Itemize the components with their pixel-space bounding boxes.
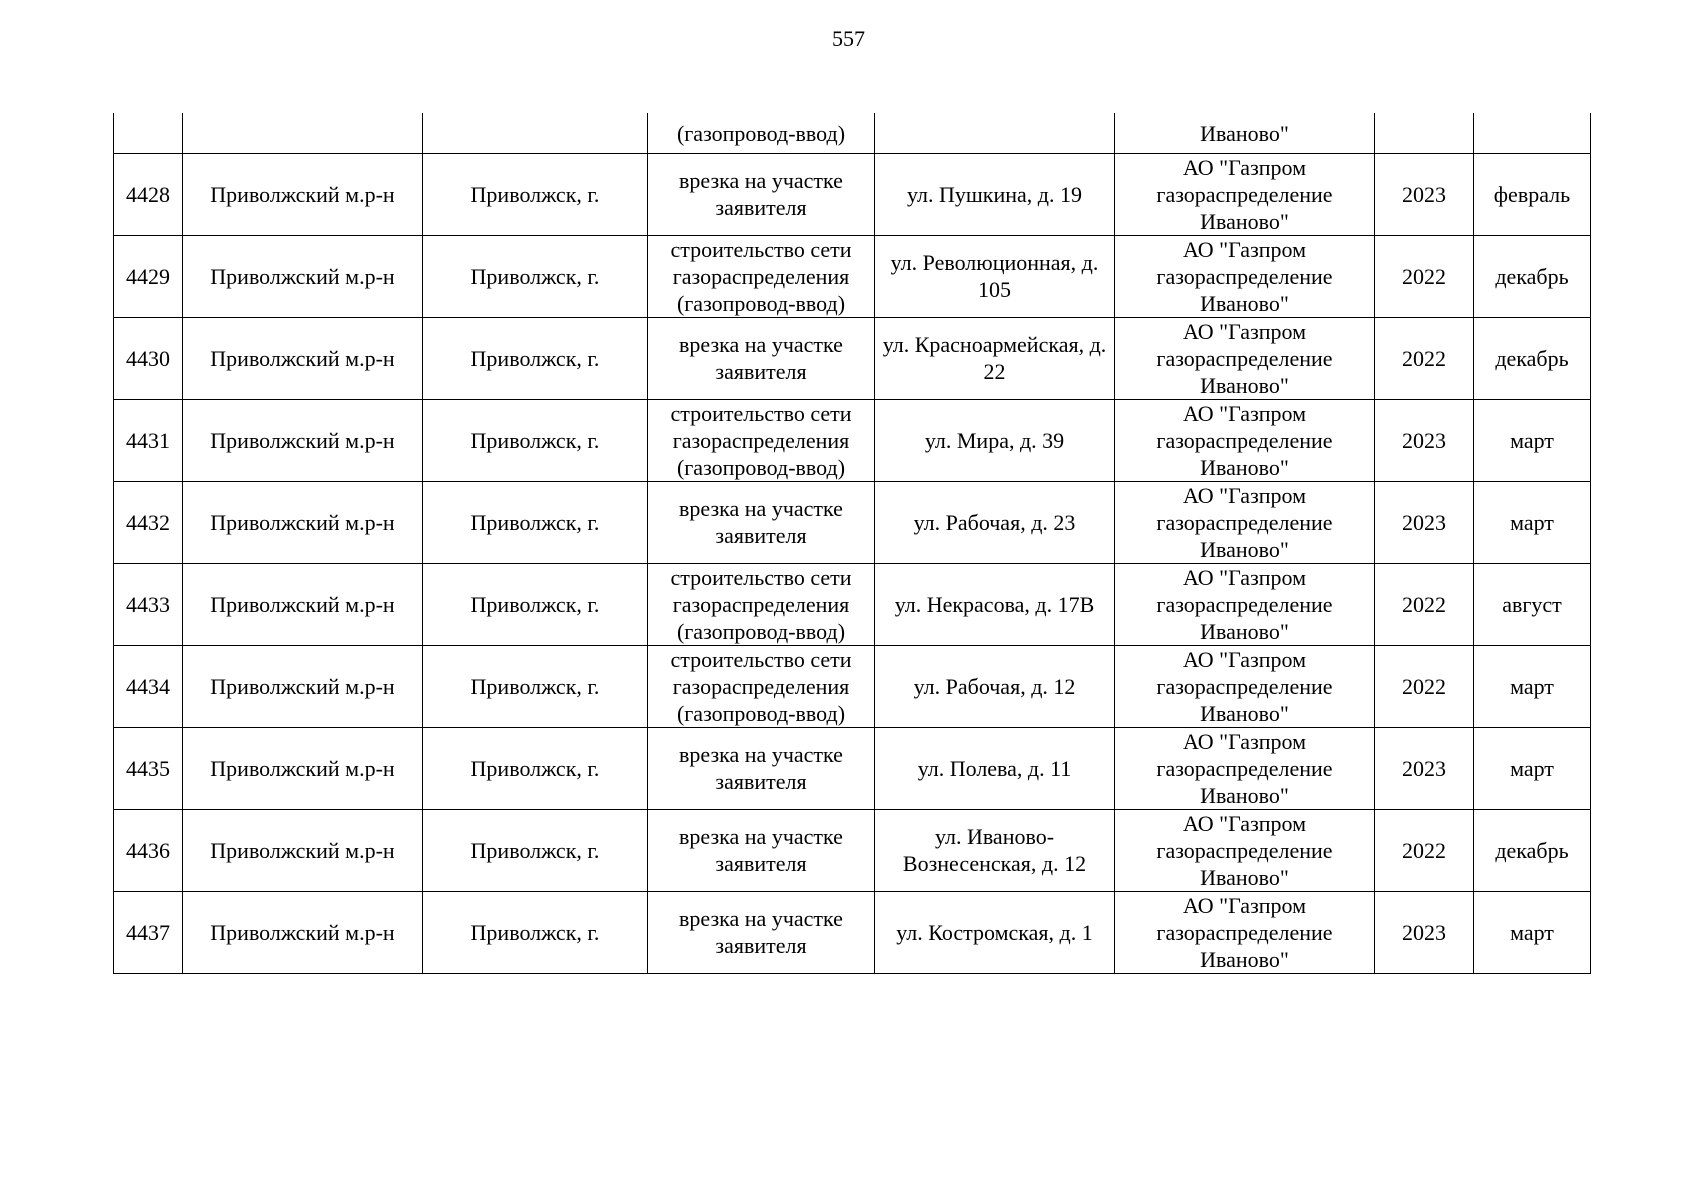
table-row bbox=[114, 153, 1591, 235]
cell-month: февраль bbox=[1474, 153, 1591, 235]
cell-district: Приволжский м.р-н bbox=[183, 727, 423, 809]
table-row bbox=[114, 645, 1591, 727]
cell-district: Приволжский м.р-н bbox=[183, 399, 423, 481]
cell-work-type: врезка на участке заявителя bbox=[648, 727, 875, 809]
cell-year: 2022 bbox=[1375, 809, 1474, 891]
cell-num bbox=[114, 113, 183, 153]
cell-address: ул. Революционная, д. 105 bbox=[875, 235, 1115, 317]
cell-work-type: врезка на участке заявителя bbox=[648, 481, 875, 563]
cell-num: 4431 bbox=[114, 399, 183, 481]
cell-locality: Приволжск, г. bbox=[423, 399, 648, 481]
cell-address: ул. Костромская, д. 1 bbox=[875, 891, 1115, 973]
cell-organization: АО "Газпром газораспределение Иваново" bbox=[1115, 399, 1375, 481]
cell-work-type: (газопровод-ввод) bbox=[648, 113, 875, 153]
cell-year: 2023 bbox=[1375, 727, 1474, 809]
cell-district bbox=[183, 113, 423, 153]
cell-address: ул. Пушкина, д. 19 bbox=[875, 153, 1115, 235]
cell-address: ул. Мира, д. 39 bbox=[875, 399, 1115, 481]
table-row bbox=[114, 481, 1591, 563]
cell-address: ул. Красноармейская, д. 22 bbox=[875, 317, 1115, 399]
cell-work-type: врезка на участке заявителя bbox=[648, 317, 875, 399]
cell-month bbox=[1474, 113, 1591, 153]
cell-work-type: строительство сети газораспределения (газопровод-ввод) bbox=[648, 235, 875, 317]
cell-work-type: строительство сети газораспределения (газопровод-ввод) bbox=[648, 563, 875, 645]
cell-month: декабрь bbox=[1474, 809, 1591, 891]
cell-locality: Приволжск, г. bbox=[423, 891, 648, 973]
cell-month: март bbox=[1474, 645, 1591, 727]
table-row bbox=[114, 235, 1591, 317]
registry-table bbox=[113, 113, 1591, 974]
cell-locality: Приволжск, г. bbox=[423, 563, 648, 645]
cell-organization: АО "Газпром газораспределение Иваново" bbox=[1115, 727, 1375, 809]
table-row bbox=[114, 317, 1591, 399]
cell-num: 4429 bbox=[114, 235, 183, 317]
cell-year: 2023 bbox=[1375, 481, 1474, 563]
cell-organization: АО "Газпром газораспределение Иваново" bbox=[1115, 317, 1375, 399]
cell-organization: АО "Газпром газораспределение Иваново" bbox=[1115, 809, 1375, 891]
table-row bbox=[114, 809, 1591, 891]
cell-num: 4434 bbox=[114, 645, 183, 727]
cell-year: 2022 bbox=[1375, 235, 1474, 317]
cell-locality: Приволжск, г. bbox=[423, 235, 648, 317]
cell-num: 4432 bbox=[114, 481, 183, 563]
cell-year: 2022 bbox=[1375, 645, 1474, 727]
cell-month: март bbox=[1474, 481, 1591, 563]
cell-month: декабрь bbox=[1474, 235, 1591, 317]
cell-month: март bbox=[1474, 891, 1591, 973]
table-row-continuation bbox=[114, 113, 1591, 153]
cell-organization: АО "Газпром газораспределение Иваново" bbox=[1115, 563, 1375, 645]
cell-locality: Приволжск, г. bbox=[423, 317, 648, 399]
cell-month: декабрь bbox=[1474, 317, 1591, 399]
table-row bbox=[114, 891, 1591, 973]
cell-num: 4435 bbox=[114, 727, 183, 809]
cell-district: Приволжский м.р-н bbox=[183, 235, 423, 317]
cell-locality: Приволжск, г. bbox=[423, 153, 648, 235]
cell-year: 2023 bbox=[1375, 891, 1474, 973]
cell-address: ул. Рабочая, д. 12 bbox=[875, 645, 1115, 727]
cell-year: 2023 bbox=[1375, 153, 1474, 235]
cell-work-type: врезка на участке заявителя bbox=[648, 809, 875, 891]
cell-num: 4436 bbox=[114, 809, 183, 891]
cell-year: 2022 bbox=[1375, 563, 1474, 645]
cell-district: Приволжский м.р-н bbox=[183, 481, 423, 563]
cell-num: 4430 bbox=[114, 317, 183, 399]
cell-district: Приволжский м.р-н bbox=[183, 317, 423, 399]
cell-district: Приволжский м.р-н bbox=[183, 645, 423, 727]
cell-locality: Приволжск, г. bbox=[423, 809, 648, 891]
table-row bbox=[114, 563, 1591, 645]
cell-organization: АО "Газпром газораспределение Иваново" bbox=[1115, 645, 1375, 727]
table-row bbox=[114, 727, 1591, 809]
cell-locality: Приволжск, г. bbox=[423, 481, 648, 563]
cell-work-type: строительство сети газораспределения (газопровод-ввод) bbox=[648, 399, 875, 481]
cell-month: август bbox=[1474, 563, 1591, 645]
cell-year: 2022 bbox=[1375, 317, 1474, 399]
cell-organization: АО "Газпром газораспределение Иваново" bbox=[1115, 235, 1375, 317]
table-row bbox=[114, 399, 1591, 481]
cell-num: 4433 bbox=[114, 563, 183, 645]
cell-num: 4428 bbox=[114, 153, 183, 235]
cell-address: ул. Рабочая, д. 23 bbox=[875, 481, 1115, 563]
cell-locality: Приволжск, г. bbox=[423, 727, 648, 809]
cell-year bbox=[1375, 113, 1474, 153]
cell-work-type: строительство сети газораспределения (газопровод-ввод) bbox=[648, 645, 875, 727]
cell-organization: АО "Газпром газораспределение Иваново" bbox=[1115, 891, 1375, 973]
page-number: 557 bbox=[832, 26, 865, 51]
cell-address: ул. Некрасова, д. 17В bbox=[875, 563, 1115, 645]
cell-locality: Приволжск, г. bbox=[423, 645, 648, 727]
cell-district: Приволжский м.р-н bbox=[183, 809, 423, 891]
cell-month: март bbox=[1474, 399, 1591, 481]
cell-num: 4437 bbox=[114, 891, 183, 973]
cell-organization: АО "Газпром газораспределение Иваново" bbox=[1115, 153, 1375, 235]
cell-district: Приволжский м.р-н bbox=[183, 153, 423, 235]
cell-district: Приволжский м.р-н bbox=[183, 891, 423, 973]
cell-work-type: врезка на участке заявителя bbox=[648, 891, 875, 973]
cell-organization: АО "Газпром газораспределение Иваново" bbox=[1115, 481, 1375, 563]
cell-address: ул. Полева, д. 11 bbox=[875, 727, 1115, 809]
cell-address bbox=[875, 113, 1115, 153]
cell-organization: Иваново" bbox=[1115, 113, 1375, 153]
cell-locality bbox=[423, 113, 648, 153]
cell-work-type: врезка на участке заявителя bbox=[648, 153, 875, 235]
cell-address: ул. Иваново-Вознесенская, д. 12 bbox=[875, 809, 1115, 891]
cell-district: Приволжский м.р-н bbox=[183, 563, 423, 645]
cell-month: март bbox=[1474, 727, 1591, 809]
cell-year: 2023 bbox=[1375, 399, 1474, 481]
